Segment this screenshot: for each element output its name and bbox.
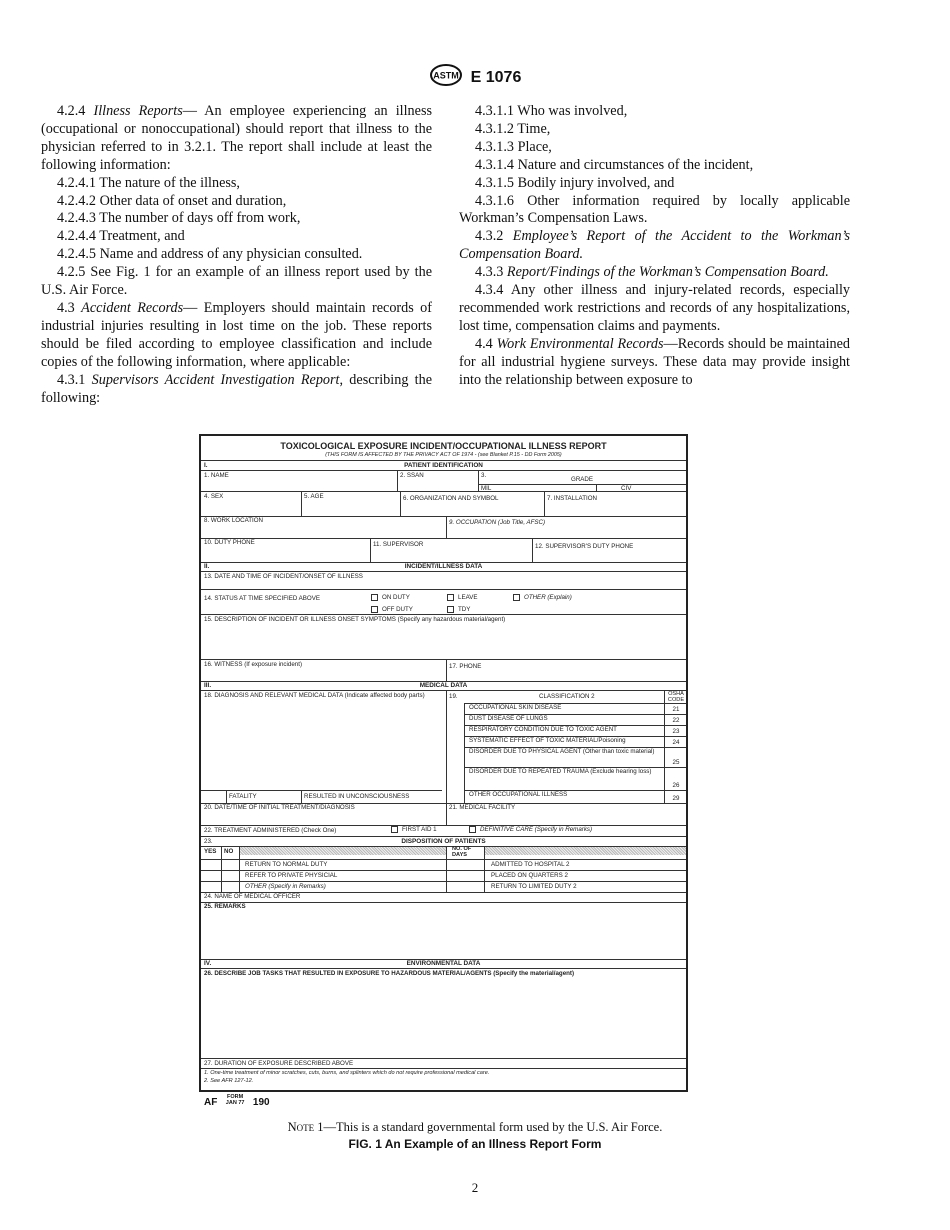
osha-code: 22 <box>672 717 680 724</box>
page-number: 2 <box>471 1180 479 1195</box>
field-occupation[interactable]: 9. OCCUPATION (Job Title, AFSC) <box>449 519 546 526</box>
paragraph-4-2-4-2: 4.2.4.2 Other data of onset and duration, <box>57 192 287 209</box>
classification-row[interactable]: DISORDER DUE TO PHYSICAL AGENT (Other than toxic material) <box>469 748 655 755</box>
paragraph-4-3-1-4: 4.3.1.4 Nature and circumstances of the incident, <box>475 156 754 173</box>
paragraph-4-2-4-3: 4.2.4.3 The number of days off from work, <box>57 210 301 227</box>
treatment-first-aid[interactable]: FIRST AID 1 <box>391 826 437 833</box>
form-title: TOXICOLOGICAL EXPOSURE INCIDENT/OCCUPATIONAL ILLNESS REPORT <box>280 441 607 451</box>
field-name[interactable]: 1. NAME <box>204 472 229 479</box>
field-remarks[interactable]: 25. REMARKS <box>204 903 246 910</box>
paragraph-4-3-2: 4.3.2 Employee’s Report of the Accident to the Workman’s Compensation Board. <box>459 228 850 263</box>
section-num: IV. <box>204 960 212 967</box>
shaded-header <box>240 847 446 855</box>
classification-row[interactable]: DUST DISEASE OF LUNGS <box>469 715 548 722</box>
status-off-duty[interactable]: OFF DUTY <box>371 606 413 613</box>
field-phone[interactable]: 17. PHONE <box>449 663 482 670</box>
osha-code: 23 <box>672 728 680 735</box>
section-title-patient: PATIENT IDENTIFICATION <box>404 462 483 469</box>
section-title-environmental: ENVIRONMENTAL DATA <box>406 960 481 967</box>
footnote-1: 1. One-time treatment of minor scratches, cuts, burns, and splinters which do not require professional medical care. <box>204 1070 490 1076</box>
paragraph-4-3: 4.3 Accident Records— Employers should maintain records of industrial injuries resulting in lost time on the job. These reports should be filed according to employee classification and include copies of the following information, where applicable: <box>41 299 432 370</box>
section-num: II. <box>204 563 210 570</box>
osha-code-header: OSHA CODE <box>667 691 685 703</box>
disposition-title: DISPOSITION OF PATIENTS <box>401 838 486 845</box>
field-civ[interactable]: CIV <box>621 485 632 492</box>
disposition-option[interactable]: REFER TO PRIVATE PHYSICIAL <box>245 872 338 879</box>
paragraph-4-3-4: 4.3.4 Any other illness and injury-related records, especially recommended work restrictions and records of any hospitalizations, lost time, compensation claims and payments. <box>459 282 850 334</box>
osha-code: 25 <box>672 759 680 766</box>
field-age[interactable]: 5. AGE <box>304 493 324 500</box>
form-number: AF FORM JAN 77 190 <box>204 1094 270 1108</box>
field-ssan[interactable]: 2. SSAN <box>400 472 424 479</box>
classification-row[interactable]: RESPIRATORY CONDITION DUE TO TOXIC AGENT <box>469 726 617 733</box>
left-column <box>41 103 432 407</box>
paragraph-4-3-1-5: 4.3.1.5 Bodily injury involved, and <box>475 174 675 191</box>
paragraph-4-2-4-5: 4.2.4.5 Name and address of any physician consulted. <box>57 246 363 263</box>
paragraph-4-3-1: 4.3.1 Supervisors Accident Investigation Report, describing the following: <box>41 371 433 406</box>
field-duty-phone[interactable]: 10. DUTY PHONE <box>204 539 255 546</box>
osha-code: 24 <box>672 739 680 746</box>
field-treatment: 22. TREATMENT ADMINISTERED (Check One) <box>204 827 337 834</box>
section-num: I. <box>204 462 208 469</box>
classification-row[interactable]: DISORDER DUE TO REPEATED TRAUMA (Exclude hearing loss) <box>469 768 652 775</box>
paragraph-4-3-1-1: 4.3.1.1 Who was involved, <box>475 103 628 119</box>
paragraph-4-2-4: 4.2.4 Illness Reports— An employee experiencing an illness (occupational or nonoccupational) should report that illness to the physician referred to in 3.2.1. The report shall include at least the following information: <box>41 103 432 173</box>
field-supervisor[interactable]: 11. SUPERVISOR <box>373 541 424 548</box>
field-medical-officer[interactable]: 24. NAME OF MEDICAL OFFICER <box>204 893 301 900</box>
field-sex[interactable]: 4. SEX <box>204 493 224 500</box>
section-title-incident: INCIDENT/ILLNESS DATA <box>404 563 483 570</box>
section-title-medical: MEDICAL DATA <box>419 682 468 689</box>
footnote-2: 2. See AFR 127-12. <box>204 1078 254 1084</box>
astm-logo-icon <box>429 64 463 91</box>
classification-row[interactable]: SYSTEMATIC EFFECT OF TOXIC MATERIAL/Poisoning <box>469 737 626 744</box>
status-tdy[interactable]: TDY <box>447 606 470 613</box>
figure-caption: FIG. 1 An Example of an Illness Report Form <box>348 1137 602 1151</box>
svg-text:ASTM: ASTM <box>432 70 459 81</box>
paragraph-4-2-4-1: 4.2.4.1 The nature of the illness, <box>57 174 240 191</box>
field-diagnosis[interactable]: 18. DIAGNOSIS AND RELEVANT MEDICAL DATA (Indicate affected body parts) <box>204 692 425 699</box>
paragraph-4-2-4-4: 4.2.4.4 Treatment, and <box>57 228 185 245</box>
field-supervisor-phone[interactable]: 12. SUPERVISOR'S DUTY PHONE <box>535 543 634 550</box>
classification-row[interactable]: OCCUPATIONAL SKIN DISEASE <box>469 704 562 711</box>
col-yes: YES <box>204 848 217 855</box>
status-leave[interactable]: LEAVE <box>447 594 478 601</box>
section-num: III. <box>204 682 212 689</box>
field-duration[interactable]: 27. DURATION OF EXPOSURE DESCRIBED ABOVE <box>204 1060 354 1067</box>
paragraph-4-3-1-3: 4.3.1.3 Place, <box>475 138 552 155</box>
form-subtitle: (THIS FORM IS AFFECTED BY THE PRIVACY ACT OF 1974 - (see Blanket P.15 - DD Form 2005) <box>325 452 562 458</box>
paragraph-4-2-5: 4.2.5 See Fig. 1 for an example of an illness report used by the U.S. Air Force. <box>41 264 432 299</box>
osha-code: 26 <box>672 782 680 789</box>
standard-designation: E 1076 <box>470 68 522 86</box>
paragraph-4-3-3: 4.3.3 Report/Findings of the Workman’s Compensation Board. <box>475 264 829 281</box>
treatment-definitive[interactable]: DEFINITIVE CARE (Specify in Remarks) <box>469 826 592 833</box>
unconsciousness-label[interactable]: RESULTED IN UNCONSCIOUSNESS <box>304 793 410 800</box>
field-job-tasks[interactable]: 26. DESCRIBE JOB TASKS THAT RESULTED IN EXPOSURE TO HAZARDOUS MATERIAL/AGENTS (Specify the material/agent) <box>204 970 575 977</box>
shaded-header <box>485 847 686 855</box>
illness-report-form <box>199 434 688 1092</box>
field-installation[interactable]: 7. INSTALLATION <box>547 495 597 502</box>
field-3: 3. <box>481 472 487 479</box>
field-organization[interactable]: 6. ORGANIZATION AND SYMBOL <box>403 495 499 502</box>
figure-note: Note 1—This is a standard governmental form used by the U.S. Air Force. <box>287 1120 663 1134</box>
status-on-duty[interactable]: ON DUTY <box>371 594 410 601</box>
paragraph-4-4: 4.4 Work Environmental Records—Records should be maintained for all industrial hygiene surveys. These data may provide insight into the relationship between exposure to <box>459 335 851 388</box>
fatality-label[interactable]: FATALITY <box>229 793 257 800</box>
disposition-option[interactable]: OTHER (Specify in Remarks) <box>245 883 326 890</box>
col-days: NO. OF DAYS <box>452 846 472 858</box>
field-work-location[interactable]: 8. WORK LOCATION <box>204 517 264 524</box>
page-header <box>0 64 950 91</box>
osha-code: 21 <box>672 706 680 713</box>
field-initial-treatment[interactable]: 20. DATE/TIME OF INITIAL TREATMENT/DIAGNOSIS <box>204 804 355 811</box>
field-grade: GRADE <box>571 476 594 483</box>
field-witness[interactable]: 16. WITNESS (If exposure incident) <box>204 661 303 668</box>
field-medical-facility[interactable]: 21. MEDICAL FACILITY <box>449 804 516 811</box>
right-column <box>459 103 850 390</box>
status-other[interactable]: OTHER (Explain) <box>513 594 572 601</box>
disposition-option[interactable]: ADMITTED TO HOSPITAL 2 <box>491 861 570 868</box>
paragraph-4-3-1-2: 4.3.1.2 Time, <box>475 120 551 137</box>
osha-code: 29 <box>672 795 680 802</box>
classification-row[interactable]: OTHER OCCUPATIONAL ILLNESS <box>469 791 568 798</box>
col-no: NO <box>224 848 234 855</box>
disposition-option[interactable]: PLACED ON QUARTERS 2 <box>491 872 568 879</box>
field-19: 19. <box>449 693 458 700</box>
field-mil[interactable]: MIL <box>481 485 492 492</box>
field-description[interactable]: 15. DESCRIPTION OF INCIDENT OR ILLNESS ONSET SYMPTOMS (Specify any hazardous material/agent) <box>204 616 506 623</box>
field-date-time-incident[interactable]: 13. DATE AND TIME OF INCIDENT/ONSET OF ILLNESS <box>204 573 363 580</box>
disposition-option[interactable]: RETURN TO LIMITED DUTY 2 <box>491 883 577 890</box>
classification-header: CLASSIFICATION 2 <box>539 693 595 700</box>
field-23: 23. <box>204 838 213 845</box>
paragraph-4-3-1-6: 4.3.1.6 Other information required by locally applicable Workman’s Compensation Laws. <box>459 192 850 227</box>
disposition-option[interactable]: RETURN TO NORMAL DUTY <box>245 861 328 868</box>
field-status: 14. STATUS AT TIME SPECIFIED ABOVE <box>204 595 320 602</box>
